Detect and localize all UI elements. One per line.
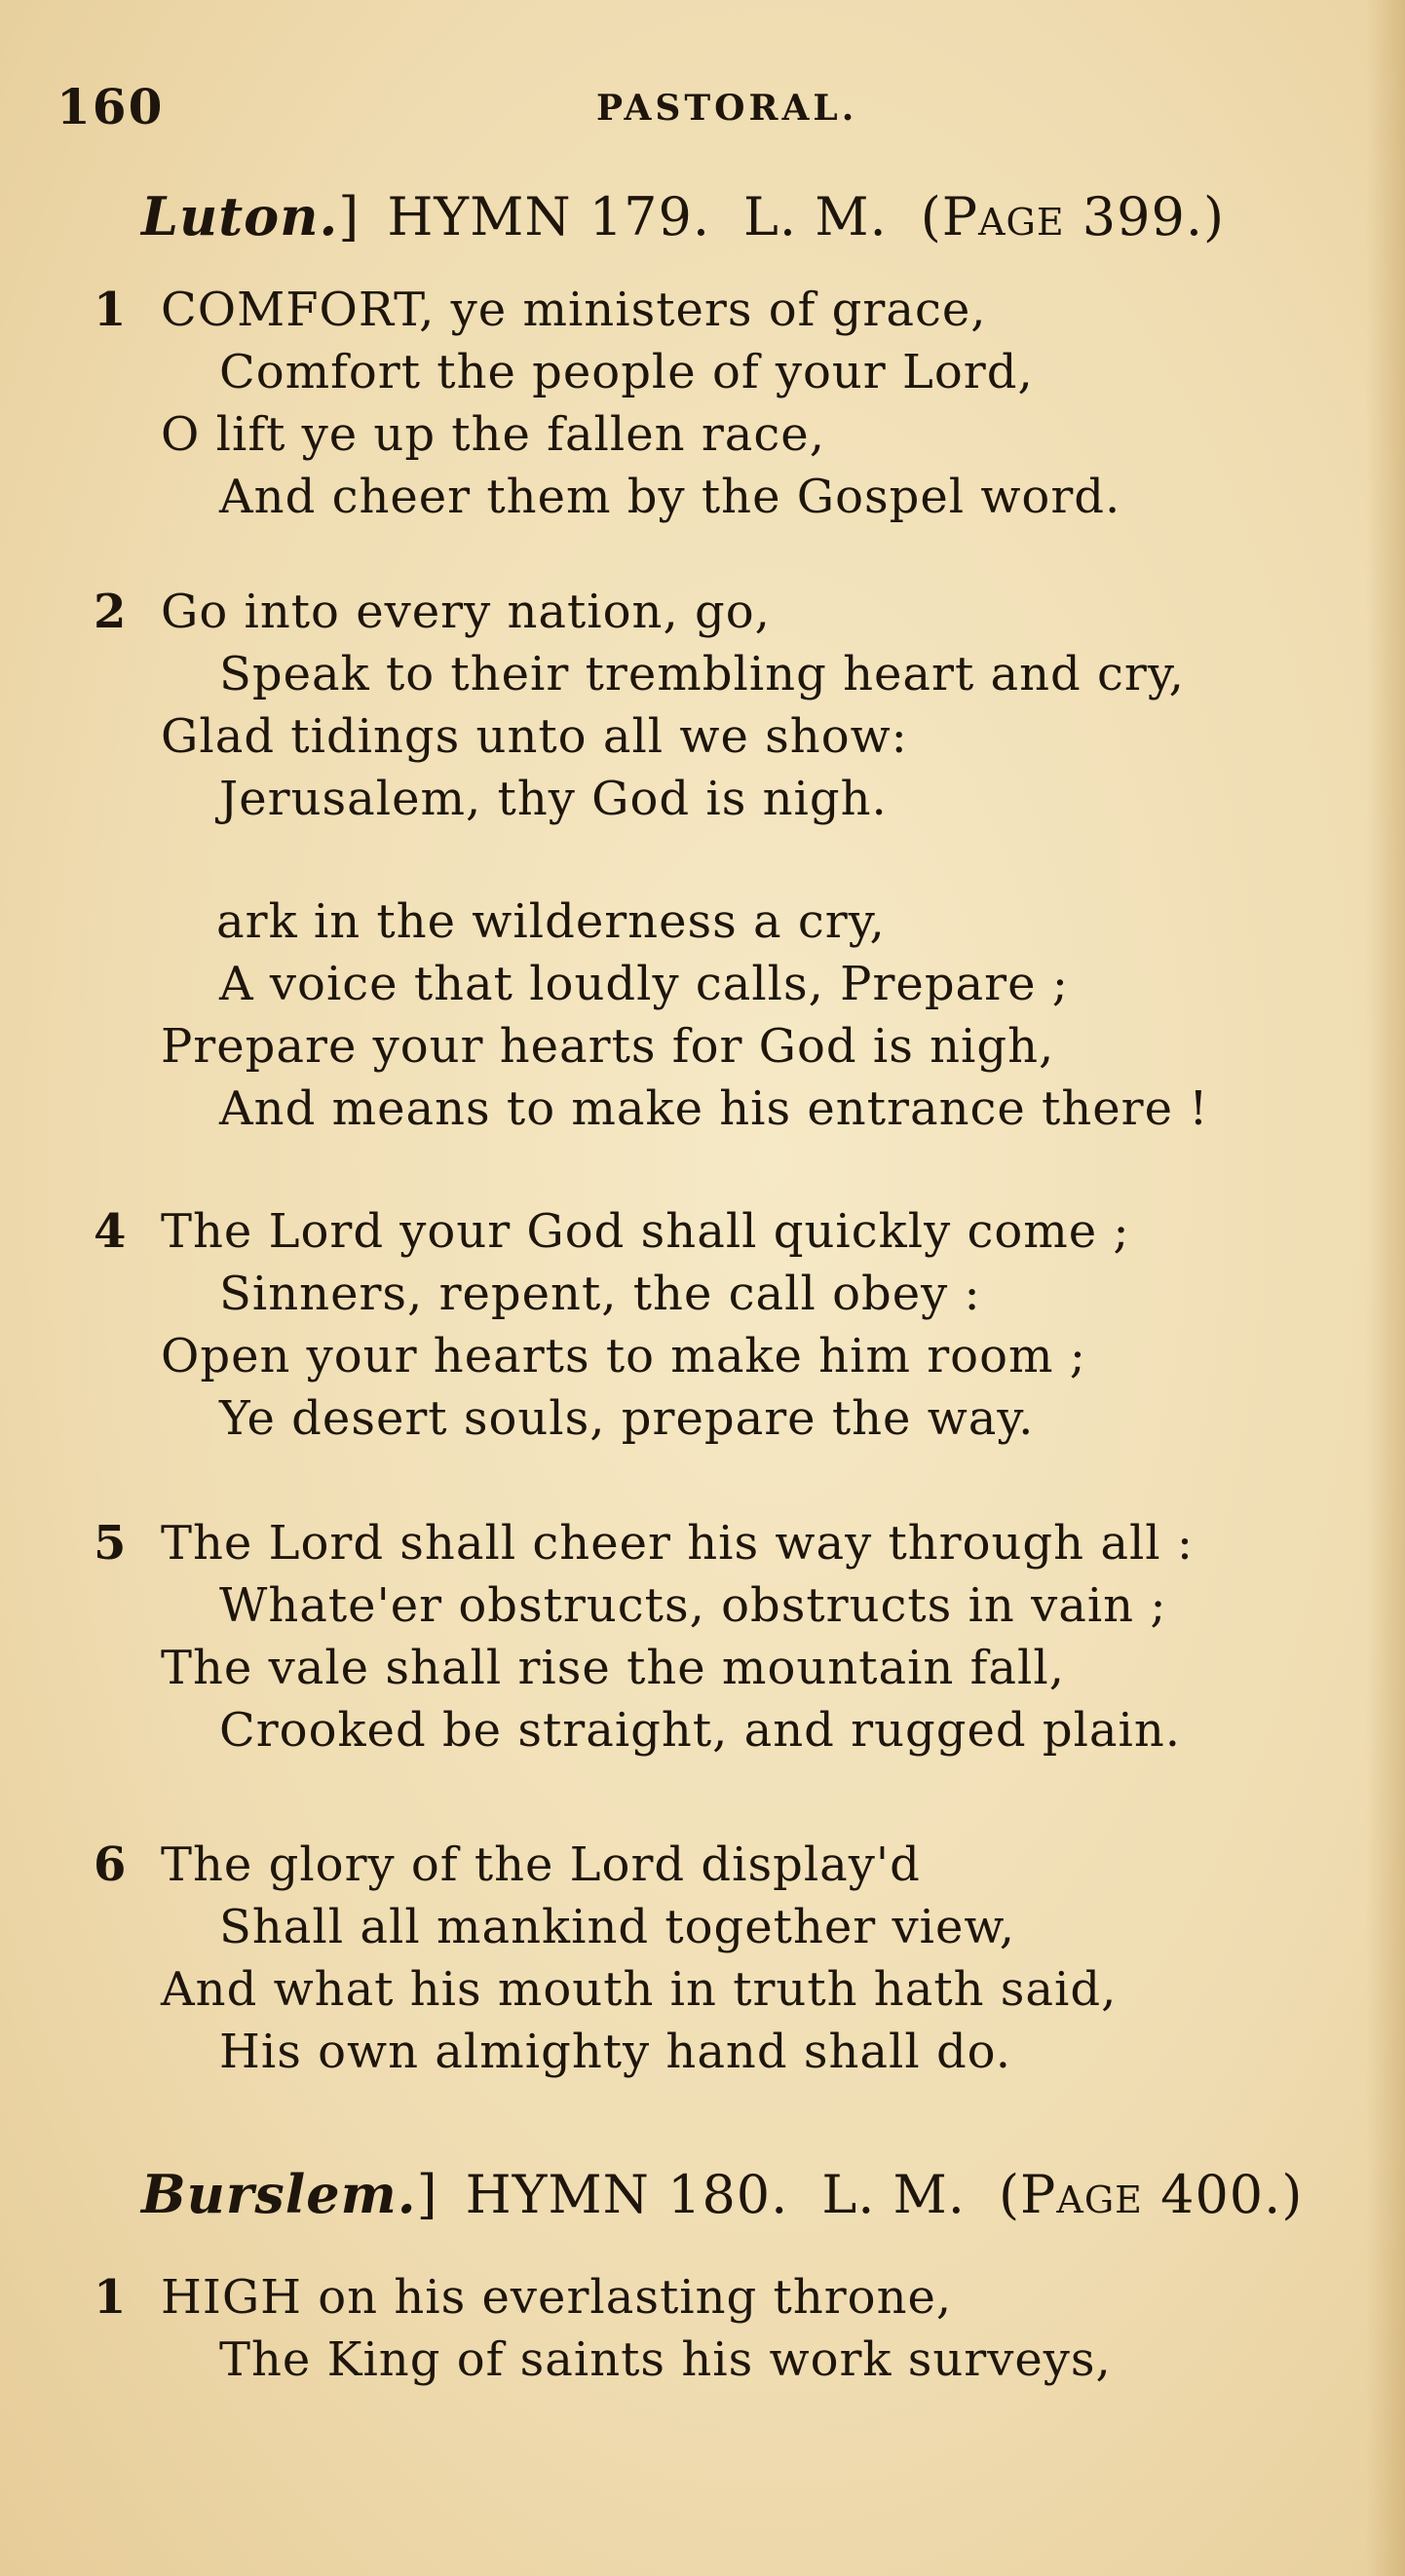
verse-line: Whate'er obstructs, obstructs in vain ; bbox=[219, 1578, 1167, 1633]
verse-number: 2 bbox=[94, 585, 127, 639]
hymn-number: HYMN 179. bbox=[387, 186, 711, 247]
verse-line: Glad tidings unto all we show: bbox=[161, 709, 908, 764]
tune-name: Burslem. bbox=[141, 2163, 417, 2225]
verse-line: Ye desert souls, prepare the way. bbox=[219, 1391, 1035, 1446]
verse-line: Shall all mankind together view, bbox=[219, 1900, 1015, 1954]
bracket: ] bbox=[416, 2164, 438, 2225]
verse-line: And what his mouth in truth hath said, bbox=[161, 1962, 1118, 2017]
verse-line: ark in the wilderness a cry, bbox=[216, 894, 886, 949]
verse-line: Jerusalem, thy God is nigh. bbox=[219, 772, 888, 826]
verse-line: Crooked be straight, and rugged plain. bbox=[219, 1703, 1182, 1758]
page-reference: (Page 400.) bbox=[998, 2164, 1304, 2225]
hymn-179-heading bbox=[141, 185, 1225, 247]
page-reference: (Page 399.) bbox=[920, 186, 1226, 247]
hymn-meter: L. M. bbox=[821, 2164, 966, 2225]
tune-name: Luton. bbox=[141, 185, 339, 247]
hymn-number: HYMN 180. bbox=[465, 2164, 789, 2225]
verse-line: COMFORT, ye ministers of grace, bbox=[161, 283, 987, 337]
verse-line: Comfort the people of your Lord, bbox=[219, 345, 1034, 399]
running-title: PASTORAL. bbox=[596, 88, 858, 129]
verse-line: The vale shall rise the mountain fall, bbox=[161, 1641, 1065, 1695]
verse-line: A voice that loudly calls, Prepare ; bbox=[219, 957, 1069, 1011]
verse-line: Open your hearts to make him room ; bbox=[161, 1329, 1086, 1383]
verse-number: 5 bbox=[94, 1516, 127, 1571]
verse-line: Prepare your hearts for God is nigh, bbox=[161, 1019, 1055, 1074]
running-head bbox=[0, 78, 1405, 146]
page-edge-shadow bbox=[1366, 0, 1405, 2576]
verse-line: O lift ye up the fallen race, bbox=[161, 407, 825, 462]
hymn-meter: L. M. bbox=[743, 186, 888, 247]
page-number: 160 bbox=[57, 78, 165, 135]
verse-line: And means to make his entrance there ! bbox=[219, 1081, 1209, 1136]
verse-line: The King of saints his work surveys, bbox=[219, 2332, 1112, 2387]
verse-line: And cheer them by the Gospel word. bbox=[219, 470, 1121, 524]
verse-line: The Lord shall cheer his way through all : bbox=[161, 1516, 1195, 1571]
verse-number: 6 bbox=[94, 1837, 127, 1892]
verse-line: Sinners, repent, the call obey : bbox=[219, 1267, 981, 1321]
verse-line: Go into every nation, go, bbox=[161, 585, 771, 639]
verse-line: His own almighty hand shall do. bbox=[219, 2025, 1011, 2079]
verse-line: Speak to their trembling heart and cry, bbox=[219, 647, 1185, 701]
verse-number: 1 bbox=[94, 283, 127, 337]
hymn-180-heading bbox=[141, 2163, 1303, 2225]
bracket: ] bbox=[338, 186, 361, 247]
verse-line: The Lord your God shall quickly come ; bbox=[161, 1204, 1130, 1259]
verse-line: HIGH on his everlasting throne, bbox=[161, 2270, 953, 2325]
verse-line: The glory of the Lord display'd bbox=[161, 1837, 921, 1892]
verse-number: 4 bbox=[94, 1204, 127, 1259]
verse-number: 1 bbox=[94, 2270, 127, 2325]
